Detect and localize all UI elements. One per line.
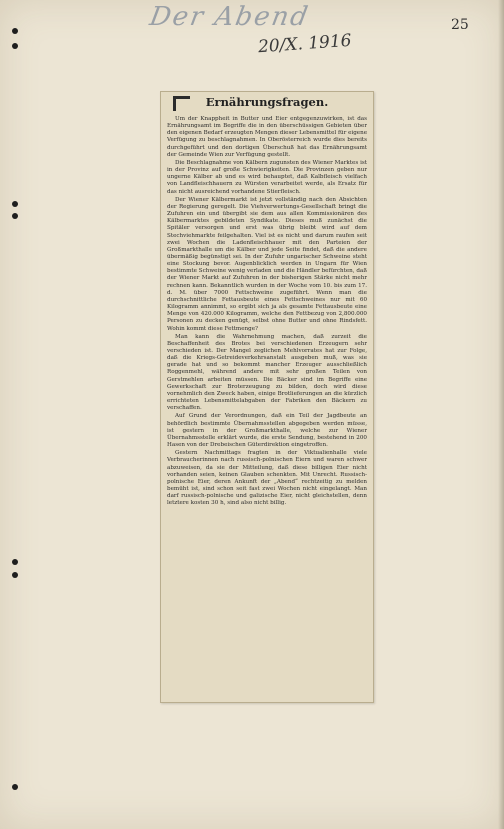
handwritten-date: 20/X. 1916 xyxy=(257,30,353,58)
article-paragraph: Man kann die Wahrnehmung machen, daß zurzeit die Beschaffenheit des Brotes bei verschiedenen Erzeugern sehr verschieden ist. Der Mangel zeglichen Mehlvorrates hat zur Folge, daß die Kriegs-Getreideverkehrsanstalt ausgeben muß, was sie gerade hat und so bekommt mancher Erzeuger ausschließlich Roggenmehl, während andere mit sehr großen Teilen von Gerstmehlen arbeiten müssen. Die Bäcker sind im Begriffe eine Gewerkschaft zur Broterzeugung zu bilden, doch wird diese vornehmlich den Zweck haben, einige Brotlieferungen an die kürzlich errichteten Lebensmittelabgaben der Fabriken den Bäckern zu verschaffen. xyxy=(167,333,367,412)
binding-hole xyxy=(12,213,18,219)
article-paragraph: Um der Knappheit in Butter und Eier entgegenzuwirken, ist das Ernährungsamt im Begriffe die in den überschüssigen Gebieten über den eigenen Bedarf erzeugten Mengen dieser Lebensmittel für eigene Verfügung zu beschlagnahmen. In Oberösterreich wurde dies bereits durchgeführt und den dortigen Überschuß hat das Ernährungsamt der Gemeinde Wien zur Verfügung gestellt. xyxy=(167,116,367,158)
handwritten-newspaper-title: Der Abend xyxy=(147,2,312,32)
page-number: 25 xyxy=(451,17,469,33)
binding-hole xyxy=(12,572,18,578)
article-paragraph: Gestern Nachmittags fragten in der Viktualienhalle viele Verbraucherinnen nach russisch-polnischen Eiern und waren schwer abzuweisen, da sie der Mitteilung, daß diese billigen Eier nicht vorhanden seien, keinen Glauben schenkten. Mit Unrecht. Russisch-polnische Eier, deren Ankunft der „Abend“ rechtzeitig zu melden bemüht ist, sind schon seit fast zwei Wochen nicht eingelangt. Man darf russisch-polnische und galizische Eier, nicht gleichstellen, denn letztere kosten 30 h, sind also nicht billig. xyxy=(167,450,367,507)
article-paragraph: Der Wiener Kälbermarkt ist jetzt vollständig nach den Absichten der Regierung geregelt. Die Viehverwertungs-Gesellschaft bringt die Zufuhren ein und übergibt sie dem aus allen Kommissionären des Kälbermarktes gebildeten Syndikate. Dieses muß zunächst die Spitäler versorgen und erst was übrig bleibt wird auf dem Stechviehmarkte feilgehalten. Viel ist es nicht und darum raufen seit zwei Wochen die Ladenfleischhauer mit den Parteien der Großmarkthalle um die Kälber und jede Seite findet, daß die andere übermäßig begünstigt sei. In der Zufuhr ungarischer Schweine steht eine Stockung bevor. Augenblicklich werden in Ungarn für Wien bestimmte Schweine wenig verladen und die Händler befürchten, daß der Wiener Markt auf Zufuhren in der bisherigen Stärke nicht mehr rechnen kann. Bekanntlich wurden in der Woche vom 10. bis zum 17. d. M. über 7000 Fettschweine zugeführt. Wenn man die durchschnittliche Fettausbeute eines Fettschweines nur mit 60 Kilogramm annimmt, so ergibt sich ja als gesamte Fettausbeute eine Menge von 420.000 Kilogramm, welche den Fettbezug von 2,800.000 Personen zu decken genügt, selbst ohne Butter und ohne Rindsfett. Wohin kommt diese Fettmenge? xyxy=(167,196,367,332)
article-title: Ernährungsfragen. xyxy=(205,95,329,109)
binding-hole xyxy=(12,43,18,49)
article-body xyxy=(167,116,367,696)
binding-hole xyxy=(12,28,18,34)
newspaper-clipping xyxy=(160,91,374,703)
binding-hole xyxy=(12,559,18,565)
article-paragraph: Die Beschlagnahme von Kälbern zugunsten des Wiener Marktes ist in der Provinz auf große Schwierigkeiten. Die Provinzen geben nur ungerne Kälber ab und es wird behauptet, daß Kalbfleisch vielfach von Landfleischhauern zu Würsten verarbeitet werde, als Ersatz für das nicht ausreichend vorhandene Stierfleisch. xyxy=(167,159,367,195)
binding-hole xyxy=(12,784,18,790)
article-paragraph: Auf Grund der Verordnungen, daß ein Teil der Jagdbeute an behördlich bestimmte Übernahmsstellen abgegeben werden müsse, ist gestern in der Großmarkthalle, welche zur Wiener Übernahmsstelle erklärt wurde, die erste Sendung, bestehend in 200 Hasen von der Drebeischen Güterdirektion eingetroffen. xyxy=(167,413,367,449)
binding-hole xyxy=(12,201,18,207)
page-edge-shadow xyxy=(498,0,504,829)
